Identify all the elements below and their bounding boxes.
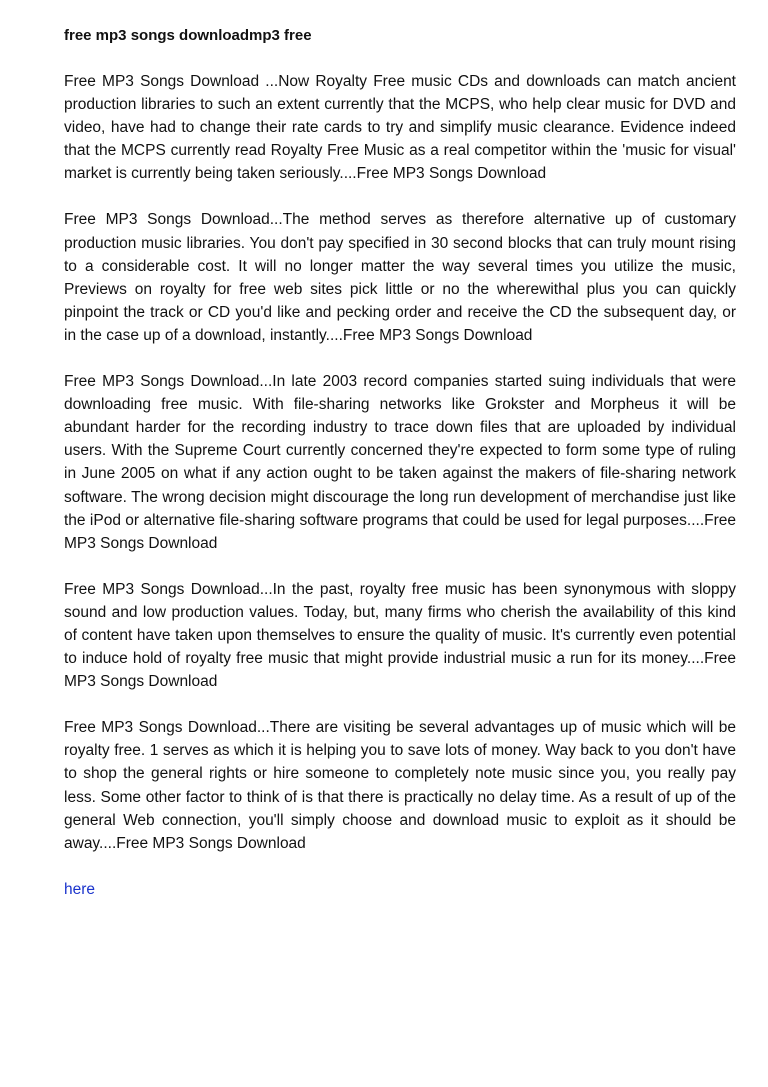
here-link[interactable]: here: [64, 880, 96, 898]
paragraph-line: that the MCPS currently read Royalty Free Music as a real competitor within the 'music for visual': [64, 142, 736, 160]
paragraph-line: Free MP3 Songs Download...In the past, royalty free music has been synonymous with sloppy: [64, 580, 736, 598]
paragraph-line: Free MP3 Songs Download...The method serves as therefore alternative up of customary: [64, 211, 736, 229]
paragraph-line: of content have taken upon themselves to ensure the quality of music. It's currently even potential: [64, 626, 736, 644]
paragraph-line: less. Some other factor to think of is that there is practically no delay time. As a result of up of the: [64, 788, 736, 806]
paragraph-line: production libraries to such an extent currently that the MCPS, who help clear music for DVD and: [64, 96, 736, 114]
paragraph-line: royalty free. 1 serves as which it is helping you to save lots of money. Way back to you don't have: [64, 742, 736, 760]
paragraph-line: Free MP3 Songs Download...There are visiting be several advantages up of music which will be: [64, 719, 736, 737]
paragraph-line: the iPod or alternative file-sharing software programs that could be used for legal purposes....Free: [64, 511, 736, 529]
document-body: [64, 70, 736, 855]
paragraph-line: software. The wrong decision might discourage the long run development of merchandise just like: [64, 488, 736, 506]
document-title: free mp3 songs downloadmp3 free: [64, 27, 312, 44]
paragraph-line: in the case up of a download, instantly....Free MP3 Songs Download: [64, 326, 533, 344]
paragraph-line: to induce hold of royalty free music that might provide industrial music a run for its money....Free: [64, 650, 736, 668]
paragraph: [64, 578, 736, 693]
paragraph-line: MP3 Songs Download: [64, 673, 218, 691]
paragraph-line: to a considerable cost. It will no longer matter the way several times you utilize the music,: [64, 257, 736, 275]
paragraph-line: sound and low production values. Today, but, many firms who cherish the availability of this kind: [64, 603, 736, 621]
paragraph-line: in June 2005 on what if any action ought to be taken against the makers of file-sharing network: [64, 465, 736, 483]
paragraph-line: away....Free MP3 Songs Download: [64, 834, 306, 852]
paragraph: [64, 716, 736, 855]
paragraph-line: video, have had to change their rate cards to try and simplify music clearance. Evidence indeed: [64, 119, 736, 137]
document-page: [64, 24, 736, 901]
paragraph-line: market is currently being taken seriously....Free MP3 Songs Download: [64, 165, 547, 183]
paragraph-line: users. With the Supreme Court currently concerned they're expected to form some type of ruling: [64, 442, 736, 460]
paragraph-line: Previews on royalty for free web sites pick little or no the wherewithal plus you can quickly: [64, 280, 736, 298]
paragraph-line: Free MP3 Songs Download ...Now Royalty Free music CDs and downloads can match ancient: [64, 73, 736, 90]
paragraph: [64, 208, 736, 347]
paragraph-line: to shop the general rights or hire someone to completely note music since you, you really pay: [64, 765, 736, 783]
paragraph-line: general Web connection, you'll simply choose and download music to exploit as it should be: [64, 811, 736, 829]
paragraph: [64, 370, 736, 555]
paragraph-line: downloading free music. With file-sharing networks like Grokster and Morpheus it will be: [64, 396, 736, 414]
paragraph-line: MP3 Songs Download: [64, 534, 218, 552]
paragraph-line: Free MP3 Songs Download...In late 2003 record companies started suing individuals that were: [64, 373, 736, 391]
paragraph: [64, 70, 736, 185]
paragraph-line: production music libraries. You don't pay specified in 30 second blocks that can truly mount rising: [64, 234, 736, 252]
paragraph-line: pinpoint the track or CD you'd like and pecking order and receive the CD the subsequent day, or: [64, 303, 736, 321]
paragraph-line: abundant harder for the recording industry to trace down files that are uploaded by individual: [64, 419, 736, 437]
